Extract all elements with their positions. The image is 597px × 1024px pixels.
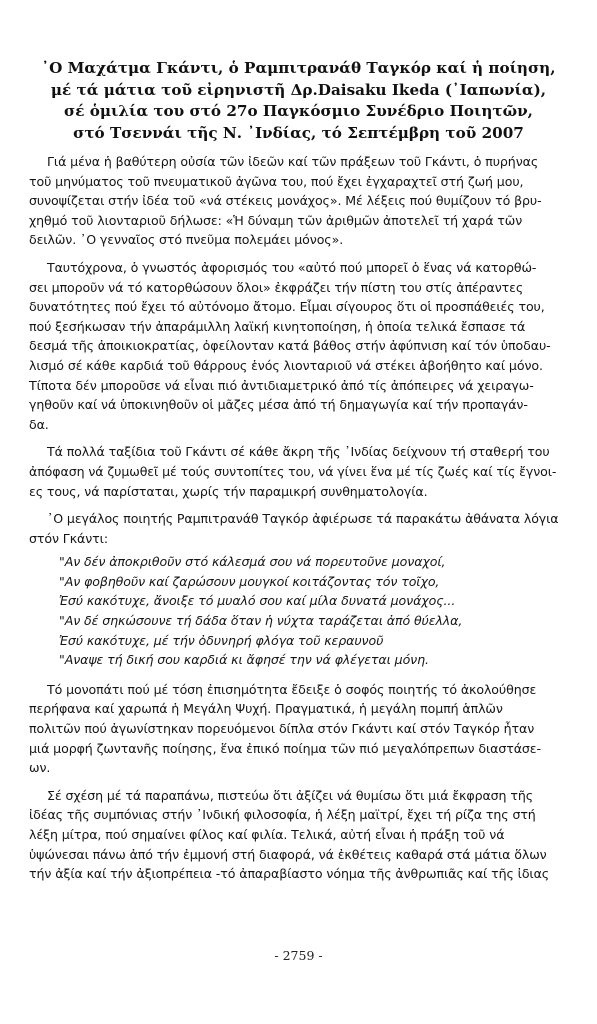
poem-line: "Αν δέν ἀποκριθοῦν στό κάλεσμά σου νά πορευτοῦνε μοναχοί, [59,554,446,570]
poem-line: Ἐσύ κακότυχε, μέ τήν ὀδυνηρή φλόγα τοῦ κεραυνοῦ [59,632,384,648]
text-line: τοῦ μηνύματος τοῦ πνευματικοῦ ἀγῶνα του, πού ἔχει ἐγχαραχτεῖ στή ζωή μου, [29,173,524,189]
poem-line: "Αν δέ σηκώσουνε τή δάδα ὅταν ἡ νύχτα ταράζεται ἀπό θύελλα, [59,613,463,629]
text-line: ᾿Ο μεγάλος ποιητής Ραμπιτρανάθ Ταγκόρ ἀφιέρωσε τά παρακάτω ἀθάνατα λόγια [47,511,559,527]
title-line: ᾿Ο Μαχάτμα Γκάντι, ὁ Ραμπιτρανάθ Ταγκόρ καί ἡ ποίηση, [41,59,556,77]
text-line: Τίποτα δέν μποροῦσε νά εἶναι πιό ἀντιδιαμετρικό ἀπό τίς ἀπόπειρες νά χειραγω- [29,377,534,393]
text-line: πού ξεσήκωσαν τήν ἀπαράμιλλη λαϊκή κινητοποίηση, ἡ ὁποία τελικά ἔσπασε τά [29,318,526,334]
text-line: δα. [29,416,49,432]
text-line: στόν Γκάντι: [29,530,108,546]
text-line: γηθοῦν καί νά ὑποκινηθοῦν οἱ μᾶζες μέσα ἀπό τή δημαγωγία καί τήν προπαγάν- [29,397,528,413]
text-line: ἀπόφαση νά ζυμωθεῖ μέ τούς συντοπίτες του, νά γίνει ἕνα μέ τίς ζωές καί τίς ἔγνοι- [29,463,557,479]
paragraph-1 [29,152,569,250]
text-line: σει μποροῦν νά τό κατορθώσουν ὅλοι» ἐκφράζει τήν πίστη του στίς ἀπέραντες [29,279,524,295]
page-number: - 2759 - [274,948,323,963]
article-title [36,58,561,144]
text-line: Σέ σχέση μέ τά παραπάνω, πιστεύω ὅτι ἀξίζει νά θυμίσω ὅτι μιά ἔκφραση τῆς [47,787,533,803]
text-line: συνοψίζεται στήν ἰδέα τοῦ «νά στέκεις μονάχος». Μέ λέξεις πού θυμίζουν τό βρυ- [29,193,542,209]
text-line: δυνατότητες πού ἔχει τό αὐτόνομο ἄτομο. Εἶμαι σίγουρος ὅτι οἱ προσπάθειές του, [29,299,545,315]
text-line: δειλῶν. ᾿Ο γενναῖος στό πνεῦμα πολεμάει μόνος». [29,232,344,248]
text-line: τήν ἀξία καί τήν ἀξιοπρέπεια -τό ἀπαραβίαστο νόημα τῆς ἀνθρωπιᾶς καί τῆς ἰδιας [29,866,550,882]
poem-line: "Αναψε τή δική σου καρδιά κι ἄφησέ την νά φλέγεται μόνη. [59,652,429,668]
text-line: Τά πολλά ταξίδια τοῦ Γκάντι σέ κάθε ἄκρη τῆς ᾿Ινδίας δείχνουν τή σταθερή του [47,444,550,460]
text-line: ες τους, νά παρίσταται, χωρίς τήν παραμικρή συνθηματολογία. [29,483,428,499]
poem-quote [29,552,569,670]
title-line: στό Τσεννάι τῆς Ν. ᾿Ινδίας, τό Σεπτέμβρη τοῦ 2007 [73,123,524,142]
text-line: ἰδέας τῆς συμπόνιας στήν ᾿Ινδική φιλοσοφία, ἡ λέξη μαϊτρί, ἔχει τή ρίζα της στή [29,807,536,823]
text-line: χηθμό τοῦ λιονταριοῦ δήλωσε: «Ἡ δύναμη τῶν ἀριθμῶν ἀποτελεῖ τή χαρά τῶν [29,212,523,228]
paragraph-2 [29,258,569,434]
article-body [29,152,569,892]
title-line: σέ ὁμιλία του στό 27ο Παγκόσμιο Συνέδριο Ποιητῶν, [64,102,533,120]
text-line: ὑψώνεσαι πάνω ἀπό τήν ἐμμονή στή διαφορά, νά ἐκθέτεις καθαρά στά μάτια ὅλων [29,846,547,862]
text-line: περήφανα καί χαρωπά ἡ Μεγάλη Ψυχή. Πραγματικά, ἡ μεγάλη πομπή ἁπλῶν [29,701,503,717]
text-line: λέξη μίτρα, πού σημαίνει φίλος καί φιλία. Τελικά, αὐτή εἶναι ἡ πράξη τοῦ νά [29,827,505,842]
text-line: ων. [29,760,51,776]
paragraph-5 [29,680,569,778]
text-line: Τό μονοπάτι πού μέ τόση ἐπισημότητα ἔδειξε ὁ σοφός ποιητής τό ἀκολούθησε [47,681,537,697]
text-line: Ταυτόχρονα, ὁ γνωστός ἀφορισμός του «αὐτό πού μπορεῖ ὁ ἕνας νά κατορθώ- [47,259,537,275]
paragraph-3 [29,442,569,501]
text-line: Γιά μένα ἡ βαθύτερη οὐσία τῶν ἰδεῶν καί τῶν πράξεων τοῦ Γκάντι, ὁ πυρήνας [47,154,539,169]
text-line: μιά μορφή ζωντανῆς ποίησης, ἕνα ἐπικό ποίημα τῶν πιό μεγαλόπρεπων διαστάσε- [29,740,541,756]
text-line: δεσμά τῆς ἀποικιοκρατίας, ὀφείλονταν κατά βάθος στήν ἀφύπνιση καί τόν ὑποδαυ- [29,338,551,354]
text-line: πολιτῶν πού ἀγωνίστηκαν πορευόμενοι δίπλα στόν Γκάντι καί στόν Ταγκόρ ἦταν [29,721,535,737]
paragraph-6 [29,786,569,884]
text-line: λισμό σέ κάθε καρδιά τοῦ θάρρους ἑνός λιονταριοῦ νά στέκει ἀβοήθητο καί μόνο. [29,357,543,373]
paragraph-4 [29,509,569,548]
title-line: μέ τά μάτια τοῦ εἰρηνιστῆ Δρ.Daisaku Ikeda (᾿Ιαπωνία), [50,80,547,99]
poem-line: "Αν φοβηθοῦν καί ζαρώσουν μουγκοί κοιτάζοντας τόν τοῖχο, [59,573,440,589]
poem-line: Ἐσύ κακότυχε, ἄνοιξε τό μυαλό σου καί μίλα δυνατά μονάχος... [59,593,456,609]
